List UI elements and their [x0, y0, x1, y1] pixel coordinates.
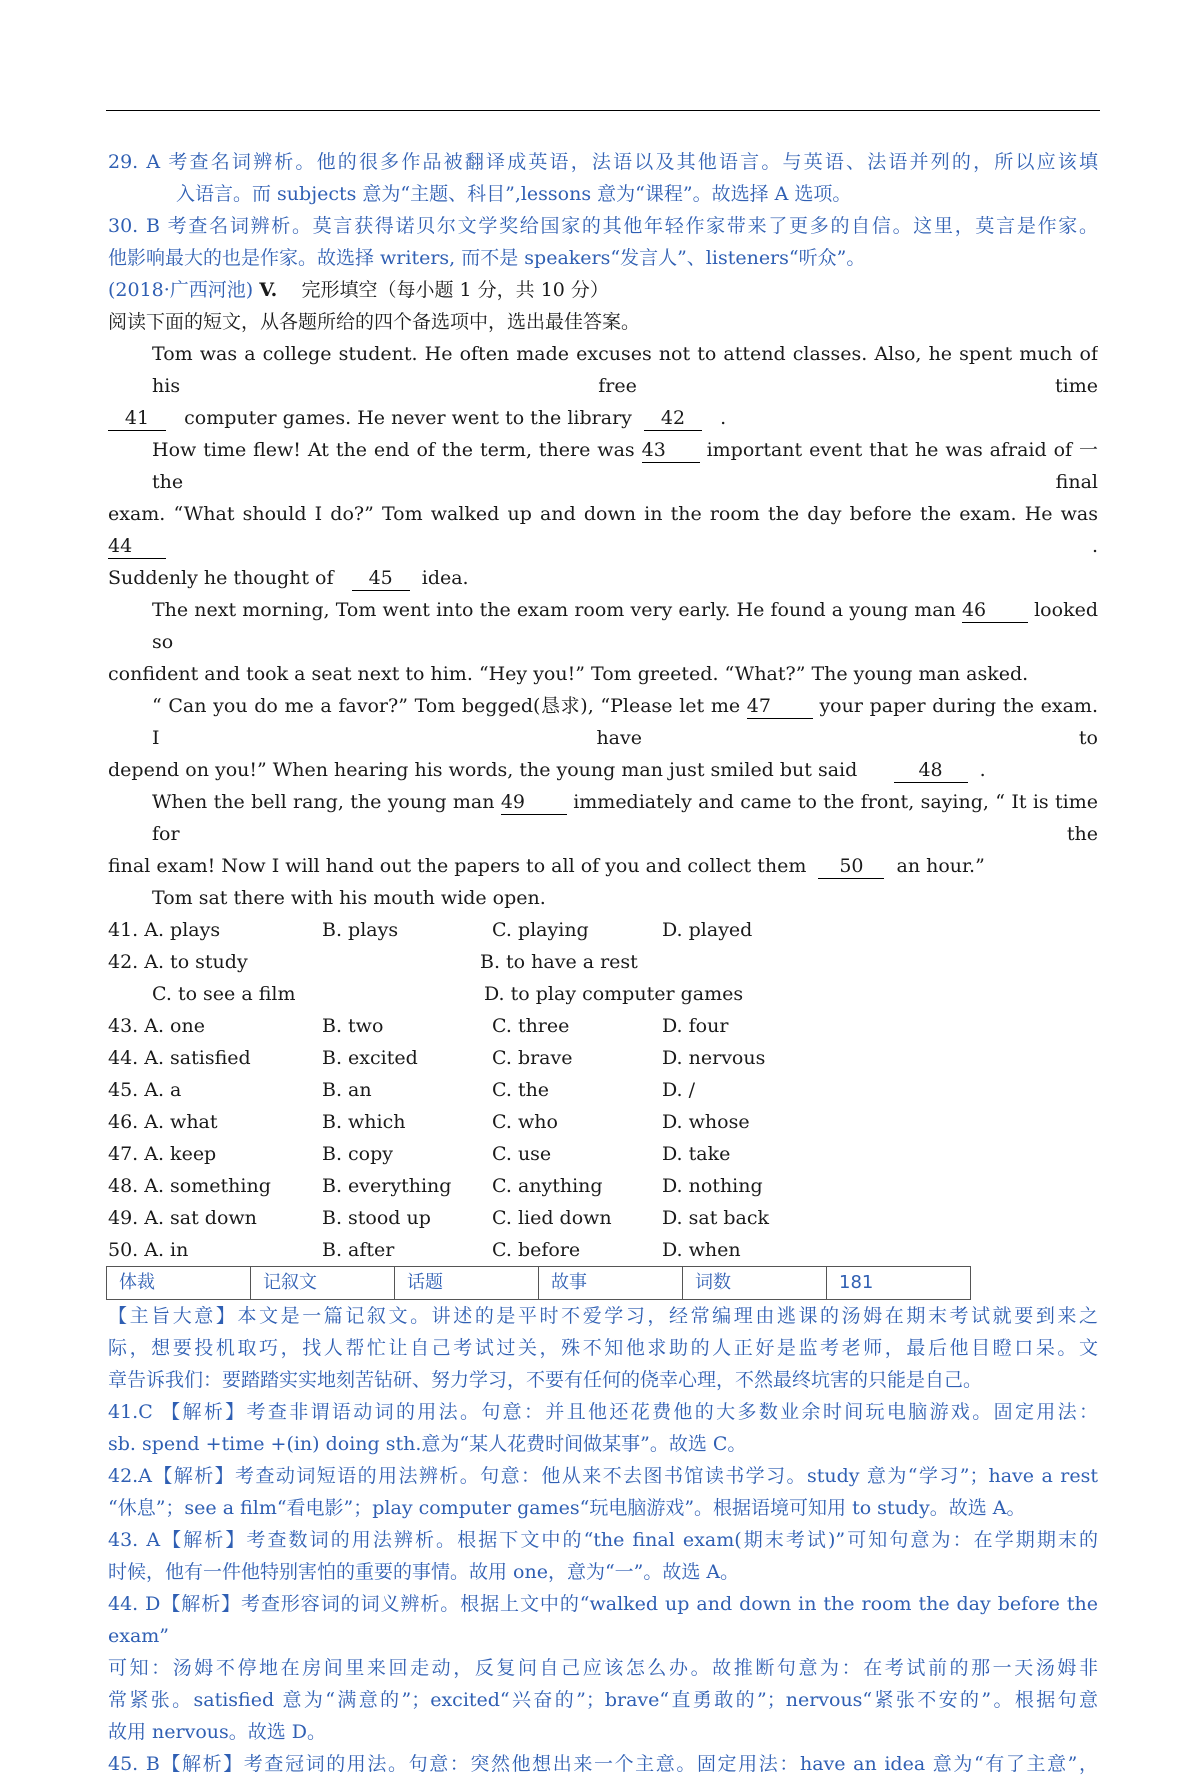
passage-p2-line2: exam. “What should I do?” Tom walked up and down in the room the day before the exam. He was 44 .: [108, 503, 1098, 557]
blank-48: 48: [894, 758, 968, 783]
section-heading: [108, 274, 1098, 306]
analysis-45-line1: 45. B【解析】考查冠词的用法。句意：突然他想出来一个主意。固定用法：have an idea 意为“有了主意”，: [108, 1753, 1098, 1775]
passage-p5-line2: final exam! Now I will hand out the papers to all of you and collect them 50 an hour.”: [108, 855, 985, 877]
meta-wordcount-label: 词数: [683, 1267, 827, 1300]
passage-p2-line3: Suddenly he thought of 45 idea.: [108, 567, 469, 589]
blank-44: 44: [108, 534, 166, 559]
answer-30-line1: 30. B 考查名词辨析。莫言获得诺贝尔文学奖给国家的其他年轻作家带来了更多的自信。这里，莫言是作家。: [108, 215, 1098, 237]
analysis-43-line1: 43. A【解析】考查数词的用法辨析。根据下文中的“the final exam(期末考试)”可知句意为：在学期期末的: [108, 1529, 1098, 1551]
options-49: 49. A. sat down B. stood up C. lied down D. sat back: [108, 1207, 770, 1229]
options-42-row2: C. to see a film D. to play computer games: [152, 983, 744, 1005]
blank-47: 47: [747, 694, 813, 719]
analysis-43-line2: 时候，他有一件他特别害怕的重要的事情。故用 one，意为“一”。故选 A。: [108, 1561, 740, 1583]
blank-49: 49: [501, 790, 567, 815]
analysis-44-line1: 44. D【解析】考查形容词的词义辨析。根据上文中的“walked up and down in the room the day before the exam”: [108, 1593, 1098, 1647]
analysis-44-line4: 故用 nervous。故选 D。: [108, 1721, 327, 1743]
passage-p3-line1: The next morning, Tom went into the exam room very early. He found a young man 46 looked so: [152, 599, 1098, 653]
analysis-41-line2: sb. spend +time +(in) doing sth.意为“某人花费时间做某事”。故选 C。: [108, 1433, 747, 1455]
passage-p5-line1: When the bell rang, the young man 49 immediately and came to the front, saying, “ It is time for the: [152, 791, 1098, 845]
options-43: 43. A. one B. two C. three D. four: [108, 1015, 729, 1037]
analysis-42-line1: 42.A【解析】考查动词短语的用法辨析。句意：他从来不去图书馆读书学习。study 意为“学习”；have a rest: [108, 1465, 1098, 1487]
summary-line1: 【主旨大意】本文是一篇记叙文。讲述的是平时不爱学习，经常编理由逃课的汤姆在期末考试就要到来之: [108, 1305, 1098, 1327]
meta-topic-label: 话题: [395, 1267, 539, 1300]
analysis-44-line2: 可知：汤姆不停地在房间里来回走动，反复问自己应该怎么办。故推断句意为：在考试前的那一天汤姆非: [108, 1657, 1098, 1679]
section-number: V.: [259, 279, 278, 301]
blank-45: 45: [352, 566, 410, 591]
summary-line3: 章告诉我们：要踏踏实实地刻苦钻研、努力学习，不要有任何的侥幸心理，不然最终坑害的只能是自己。: [108, 1369, 983, 1391]
options-44: 44. A. satisfied B. excited C. brave D. nervous: [108, 1047, 766, 1069]
blank-41: 41: [108, 406, 166, 431]
passage-p4-line2: depend on you!” When hearing his words, the young man just smiled but said 48 .: [108, 759, 986, 781]
meta-wordcount-value: 181: [827, 1267, 971, 1300]
options-42-row1: 42. A. to study B. to have a rest: [108, 951, 638, 973]
passage-p2-line1: How time flew! At the end of the term, there was 43 important event that he was afraid of 一 the final: [152, 439, 1098, 493]
page-content: [108, 146, 1098, 1780]
analysis-41-line1: 41.C 【解析】考查非谓语动词的用法。句意：并且他还花费他的大多数业余时间玩电脑游戏。固定用法：: [108, 1401, 1098, 1423]
meta-topic-value: 故事: [539, 1267, 683, 1300]
passage-p4-line1: “ Can you do me a favor?” Tom begged(恳求), “Please let me 47 your paper during the exam. I have to: [152, 695, 1098, 749]
answer-30-line2: 他影响最大的也是作家。故选择 writers, 而不是 speakers“发言人”、listeners“听众”。: [108, 247, 866, 269]
analysis-44-line3: 常紧张。satisfied 意为“满意的”；excited“兴奋的”；brave“直勇敢的”；nervous“紧张不安的”。根据句意: [108, 1689, 1098, 1711]
section-title: 完形填空（每小题 1 分，共 10 分）: [301, 279, 609, 301]
passage-meta-table: [106, 1266, 971, 1300]
passage-p6: Tom sat there with his mouth wide open.: [152, 887, 546, 909]
passage-p1-line1: Tom was a college student. He often made excuses not to attend classes. Also, he spent much of his free time: [152, 343, 1098, 397]
passage-p1-line2: 41 computer games. He never went to the library 42 .: [108, 402, 1098, 434]
analysis-42-line2: “休息”；see a film“看电影”；play computer games“玩电脑游戏”。根据语境可知用 to study。故选 A。: [108, 1497, 1026, 1519]
options-47: 47. A. keep B. copy C. use D. take: [108, 1143, 731, 1165]
meta-genre-value: 记叙文: [251, 1267, 395, 1300]
options-45: 45. A. a B. an C. the D. /: [108, 1079, 696, 1101]
blank-46: 46: [962, 598, 1028, 623]
answer-29-line1: 29. A 考查名词辨析。他的很多作品被翻译成英语，法语以及其他语言。与英语、法语并列的，所以应该填: [108, 151, 1098, 173]
blank-42: 42: [644, 406, 702, 431]
blank-43: 43: [642, 438, 700, 463]
options-50: 50. A. in B. after C. before D. when: [108, 1239, 741, 1261]
summary-line2: 际，想要投机取巧，找人帮忙让自己考试过关，殊不知他求助的人正好是监考老师，最后他目瞪口呆。文: [108, 1337, 1098, 1359]
header-rule: [106, 110, 1100, 111]
options-41: 41. A. plays B. plays C. playing D. played: [108, 919, 753, 941]
section-instruction: 阅读下面的短文，从各题所给的四个备选项中，选出最佳答案。: [108, 311, 641, 333]
blank-50: 50: [818, 854, 884, 879]
options-48: 48. A. something B. everything C. anything D. nothing: [108, 1175, 763, 1197]
meta-genre-label: 体裁: [107, 1267, 251, 1300]
options-46: 46. A. what B. which C. who D. whose: [108, 1111, 750, 1133]
answer-29-line2: 入语言。而 subjects 意为“主题、科目”,lessons 意为“课程”。故选择 A 选项。: [176, 183, 852, 205]
passage-p3-line2: confident and took a seat next to him. “Hey you!” Tom greeted. “What?” The young man asked.: [108, 663, 1029, 685]
section-source: (2018·广西河池): [108, 279, 254, 301]
